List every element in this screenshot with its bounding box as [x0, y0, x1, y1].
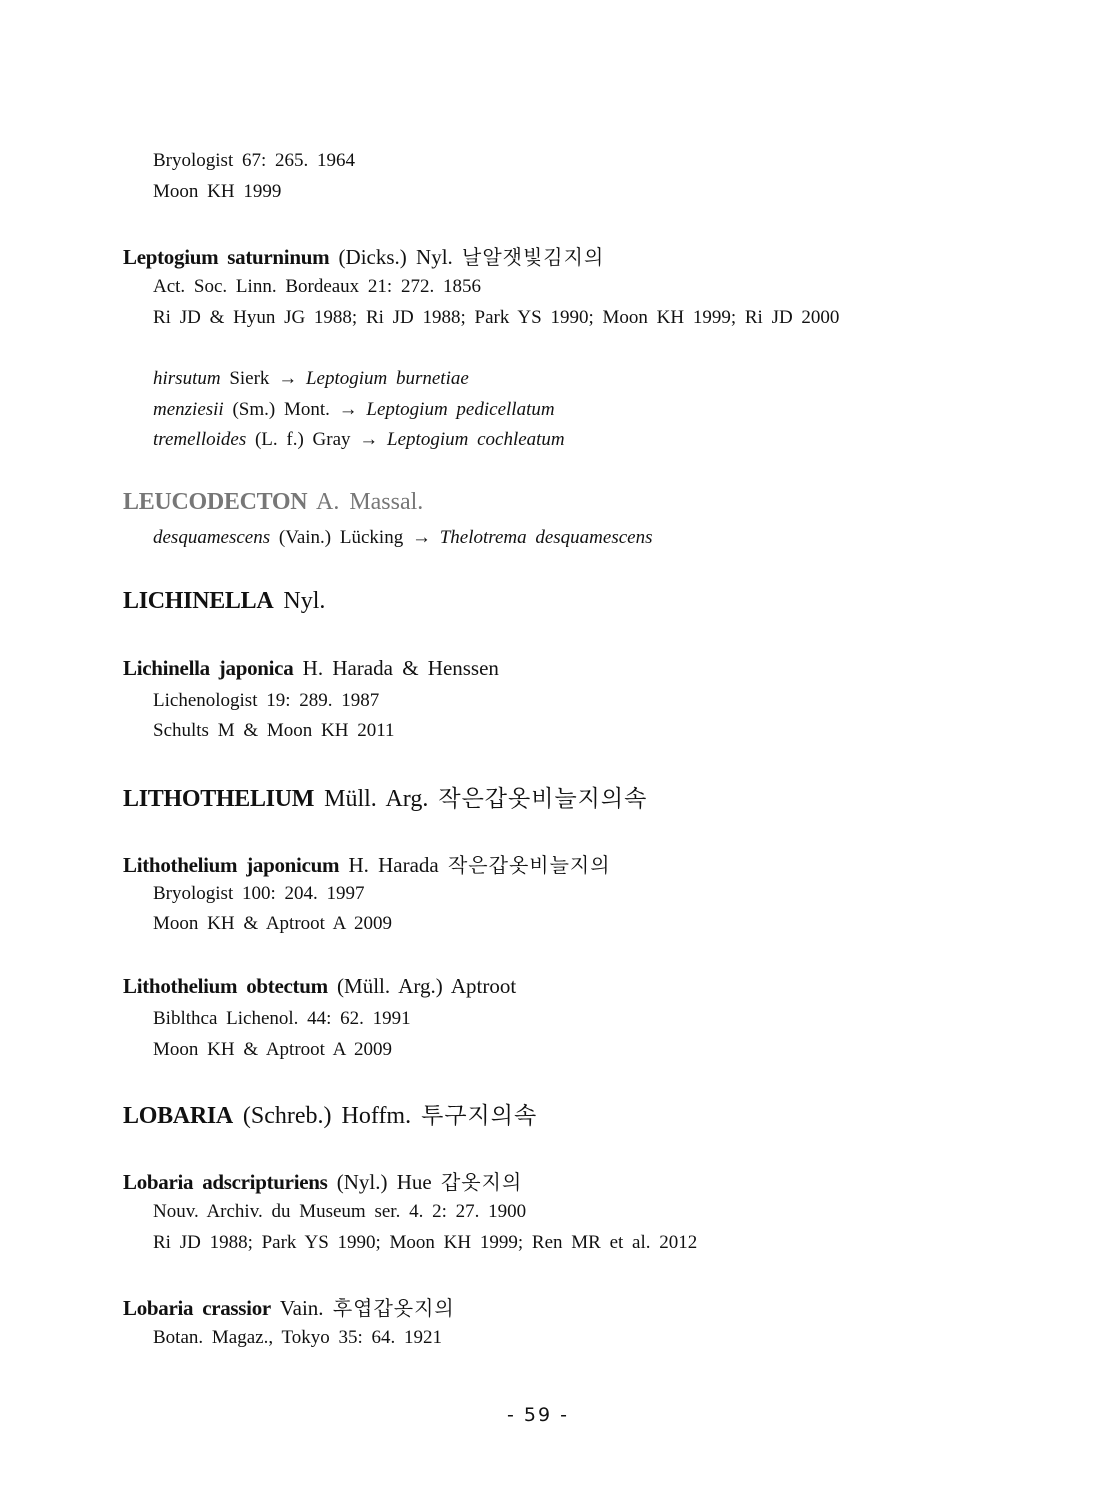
genus-author: A. Massal. — [315, 489, 424, 515]
korean-name: 작은갑옷비늘지의속 — [438, 786, 648, 812]
species-author: (Müll. Arg.) Aptroot — [337, 974, 517, 998]
species-entry-lobaria-adscripturiens — [123, 1166, 522, 1195]
species-entry-lithothelium-obtectum — [123, 974, 516, 999]
synonym-line — [153, 368, 469, 390]
synonym-line — [153, 527, 653, 549]
synonym-line — [153, 429, 565, 451]
genus-author: Nyl. — [283, 588, 326, 614]
synonym-author: (Sm.) Mont. — [232, 399, 330, 420]
synonym-epithet: desquamescens — [153, 527, 271, 548]
species-name: Lichinella japonica — [123, 656, 294, 680]
arrow-icon: → — [338, 399, 358, 420]
genus-heading-lithothelium — [123, 780, 647, 813]
synonym-epithet: menziesii — [153, 399, 224, 420]
species-entry-lichinella-japonica — [123, 656, 499, 681]
reference-publication: Botan. Magaz., Tokyo 35: 64. 1921 — [153, 1327, 443, 1348]
synonym-epithet: tremelloides — [153, 429, 247, 450]
genus-name: LOBARIA — [123, 1103, 233, 1129]
species-author: Vain. — [279, 1296, 324, 1320]
species-name: Lithothelium obtectum — [123, 974, 328, 998]
korean-name: 갑옷지의 — [440, 1170, 523, 1194]
genus-heading-leucodecton — [123, 489, 423, 516]
species-author: H. Harada — [348, 853, 439, 877]
synonym-epithet: hirsutum — [153, 368, 221, 389]
arrow-icon: → — [278, 368, 298, 389]
korean-name: 투구지의속 — [421, 1103, 538, 1129]
genus-heading-lichinella — [123, 588, 325, 615]
species-name: Lobaria adscripturiens — [123, 1170, 328, 1194]
species-name: Lobaria crassior — [123, 1296, 271, 1320]
reference-record: Moon KH & Aptroot A 2009 — [153, 913, 393, 934]
arrow-icon: → — [411, 527, 431, 548]
reference-publication: Bryologist 67: 265. 1964 — [153, 150, 356, 171]
reference-publication: Lichenologist 19: 289. 1987 — [153, 690, 380, 711]
reference-record: Moon KH & Aptroot A 2009 — [153, 1039, 393, 1060]
species-entry-leptogium-saturninum — [123, 241, 604, 270]
genus-name: LEUCODECTON — [123, 489, 308, 515]
synonym-target: Thelotrema desquamescens — [439, 527, 653, 548]
synonym-target: Leptogium burnetiae — [305, 368, 469, 389]
korean-name: 날알잿빛김지의 — [462, 245, 605, 269]
synonym-line — [153, 399, 555, 421]
korean-name: 작은갑옷비늘지의 — [447, 853, 611, 877]
reference-publication: Biblthca Lichenol. 44: 62. 1991 — [153, 1008, 411, 1029]
species-author: (Nyl.) Hue — [336, 1170, 432, 1194]
species-name: Lithothelium japonicum — [123, 853, 340, 877]
species-name: Leptogium saturninum — [123, 245, 330, 269]
reference-record: Moon KH 1999 — [153, 181, 282, 202]
reference-publication: Bryologist 100: 204. 1997 — [153, 883, 365, 904]
reference-record: Ri JD & Hyun JG 1988; Ri JD 1988; Park YS 1990; Moon KH 1999; Ri JD 2000 — [153, 307, 840, 328]
reference-publication: Act. Soc. Linn. Bordeaux 21: 272. 1856 — [153, 276, 481, 297]
synonym-target: Leptogium pedicellatum — [366, 399, 555, 420]
genus-name: LICHINELLA — [123, 588, 274, 614]
reference-record: Ri JD 1988; Park YS 1990; Moon KH 1999; Ren MR et al. 2012 — [153, 1232, 698, 1253]
synonym-author: Sierk — [229, 368, 270, 389]
genus-author: (Schreb.) Hoffm. — [242, 1103, 412, 1129]
genus-author: Müll. Arg. — [324, 786, 429, 812]
synonym-target: Leptogium cochleatum — [387, 429, 565, 450]
species-author: H. Harada & Henssen — [302, 656, 499, 680]
page-number: - 59 - — [507, 1404, 569, 1426]
genus-name: LITHOTHELIUM — [123, 786, 315, 812]
arrow-icon: → — [359, 429, 379, 450]
genus-heading-lobaria — [123, 1097, 537, 1130]
species-entry-lithothelium-japonicum — [123, 849, 611, 878]
synonym-author: (Vain.) Lücking — [278, 527, 404, 548]
species-author: (Dicks.) Nyl. — [338, 245, 453, 269]
korean-name: 후엽갑옷지의 — [332, 1296, 455, 1320]
reference-publication: Nouv. Archiv. du Museum ser. 4. 2: 27. 1900 — [153, 1201, 527, 1222]
reference-record: Schults M & Moon KH 2011 — [153, 720, 395, 741]
synonym-author: (L. f.) Gray — [254, 429, 351, 450]
species-entry-lobaria-crassior — [123, 1292, 455, 1321]
